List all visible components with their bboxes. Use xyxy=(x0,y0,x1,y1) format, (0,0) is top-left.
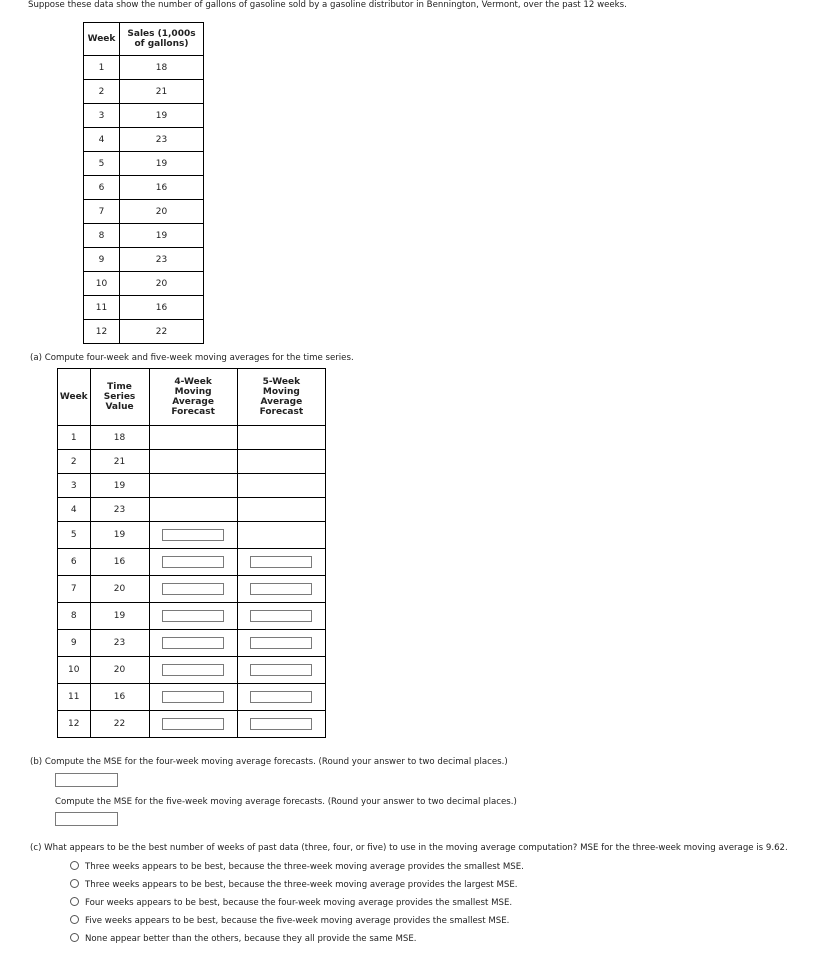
four-week-cell xyxy=(149,474,237,498)
four-week-forecast-input[interactable] xyxy=(162,583,224,595)
week-cell: 9 xyxy=(58,630,91,657)
week-cell: 4 xyxy=(84,128,120,152)
value-cell: 23 xyxy=(90,498,149,522)
four-week-forecast-input[interactable] xyxy=(162,529,224,541)
five-week-cell xyxy=(237,426,325,450)
table-row xyxy=(58,711,326,738)
part-c-prompt: (c) What appears to be the best number of weeks of past data (three, four, or five) to use in the moving average computation? MSE for the three-week moving average is 9.62. xyxy=(30,843,788,853)
five-week-forecast-input[interactable] xyxy=(250,664,312,676)
four-week-header: 4-Week Moving Average Forecast xyxy=(149,369,237,426)
five-week-forecast-input[interactable] xyxy=(250,556,312,568)
sales-cell: 20 xyxy=(120,200,204,224)
table-row xyxy=(58,498,326,522)
week-cell: 11 xyxy=(58,684,91,711)
four-week-cell xyxy=(149,657,237,684)
week-cell: 1 xyxy=(58,426,91,450)
five-week-cell xyxy=(237,522,325,549)
table-row xyxy=(58,657,326,684)
mse-four-week-input[interactable] xyxy=(55,773,118,787)
four-week-cell xyxy=(149,450,237,474)
radio-icon[interactable] xyxy=(70,915,79,924)
sales-cell: 19 xyxy=(120,104,204,128)
week-cell: 11 xyxy=(84,296,120,320)
week-cell: 3 xyxy=(58,474,91,498)
four-week-forecast-input[interactable] xyxy=(162,610,224,622)
week-header: Week xyxy=(84,23,120,56)
week-header: Week xyxy=(58,369,91,426)
four-week-forecast-input[interactable] xyxy=(162,691,224,703)
sales-cell: 23 xyxy=(120,248,204,272)
five-week-forecast-input[interactable] xyxy=(250,637,312,649)
four-week-cell xyxy=(149,603,237,630)
sales-header: Sales (1,000s of gallons) xyxy=(120,23,204,56)
five-week-forecast-input[interactable] xyxy=(250,691,312,703)
five-week-cell xyxy=(237,711,325,738)
table-row xyxy=(58,684,326,711)
value-cell: 16 xyxy=(90,684,149,711)
week-cell: 8 xyxy=(58,603,91,630)
sales-cell: 16 xyxy=(120,176,204,200)
table-row xyxy=(58,426,326,450)
four-week-cell xyxy=(149,576,237,603)
week-cell: 12 xyxy=(84,320,120,344)
table-row xyxy=(58,549,326,576)
table-row xyxy=(58,576,326,603)
week-cell: 8 xyxy=(84,224,120,248)
sales-cell: 22 xyxy=(120,320,204,344)
radio-icon[interactable] xyxy=(70,861,79,870)
option-2[interactable]: Three weeks appears to be best, because the three-week moving average provides the largest MSE. xyxy=(70,879,518,890)
table-row xyxy=(84,176,204,200)
part-b-prompt-five: Compute the MSE for the five-week moving average forecasts. (Round your answer to two decimal places.) xyxy=(55,797,517,807)
week-cell: 12 xyxy=(58,711,91,738)
five-week-cell xyxy=(237,657,325,684)
table-row xyxy=(84,152,204,176)
table-row xyxy=(84,224,204,248)
four-week-cell xyxy=(149,522,237,549)
part-b-prompt-four: (b) Compute the MSE for the four-week moving average forecasts. (Round your answer to two decimal places.) xyxy=(30,757,508,767)
part-a-prompt: (a) Compute four-week and five-week moving averages for the time series. xyxy=(30,353,354,363)
week-cell: 5 xyxy=(84,152,120,176)
mse-five-week-input[interactable] xyxy=(55,812,118,826)
five-week-forecast-input[interactable] xyxy=(250,583,312,595)
value-cell: 16 xyxy=(90,549,149,576)
table-row xyxy=(84,200,204,224)
week-cell: 4 xyxy=(58,498,91,522)
radio-icon[interactable] xyxy=(70,897,79,906)
week-cell: 1 xyxy=(84,56,120,80)
week-cell: 3 xyxy=(84,104,120,128)
five-week-cell xyxy=(237,498,325,522)
table-row xyxy=(84,56,204,80)
week-cell: 9 xyxy=(84,248,120,272)
four-week-cell xyxy=(149,498,237,522)
four-week-cell xyxy=(149,549,237,576)
week-cell: 2 xyxy=(84,80,120,104)
sales-cell: 21 xyxy=(120,80,204,104)
four-week-cell xyxy=(149,711,237,738)
value-cell: 20 xyxy=(90,576,149,603)
time-series-header: Time Series Value xyxy=(90,369,149,426)
five-week-cell xyxy=(237,603,325,630)
five-week-cell xyxy=(237,450,325,474)
sales-cell: 20 xyxy=(120,272,204,296)
five-week-header: 5-Week Moving Average Forecast xyxy=(237,369,325,426)
value-cell: 19 xyxy=(90,474,149,498)
value-cell: 20 xyxy=(90,657,149,684)
sales-cell: 16 xyxy=(120,296,204,320)
table-row xyxy=(58,450,326,474)
radio-icon[interactable] xyxy=(70,879,79,888)
five-week-cell xyxy=(237,474,325,498)
five-week-cell xyxy=(237,576,325,603)
sales-cell: 18 xyxy=(120,56,204,80)
sales-cell: 19 xyxy=(120,224,204,248)
value-cell: 21 xyxy=(90,450,149,474)
five-week-forecast-input[interactable] xyxy=(250,610,312,622)
value-cell: 19 xyxy=(90,522,149,549)
four-week-forecast-input[interactable] xyxy=(162,718,224,730)
week-cell: 6 xyxy=(84,176,120,200)
week-cell: 7 xyxy=(58,576,91,603)
table-row xyxy=(84,248,204,272)
value-cell: 18 xyxy=(90,426,149,450)
table-row xyxy=(84,296,204,320)
table-row xyxy=(84,272,204,296)
week-cell: 10 xyxy=(84,272,120,296)
radio-icon[interactable] xyxy=(70,933,79,942)
four-week-cell xyxy=(149,426,237,450)
week-cell: 2 xyxy=(58,450,91,474)
table-row xyxy=(84,104,204,128)
value-cell: 22 xyxy=(90,711,149,738)
option-3[interactable]: Four weeks appears to be best, because the four-week moving average provides the smallest MSE. xyxy=(70,897,512,908)
table-row xyxy=(58,474,326,498)
option-1[interactable]: Three weeks appears to be best, because the three-week moving average provides the smallest MSE. xyxy=(70,861,524,872)
table-row xyxy=(84,80,204,104)
table-row xyxy=(58,630,326,657)
four-week-forecast-input[interactable] xyxy=(162,556,224,568)
value-cell: 19 xyxy=(90,603,149,630)
week-cell: 5 xyxy=(58,522,91,549)
table-row xyxy=(84,320,204,344)
table-row xyxy=(58,522,326,549)
intro-text: Suppose these data show the number of gallons of gasoline sold by a gasoline distributor in Bennington, Vermont, over the past 12 weeks. xyxy=(28,0,627,10)
moving-average-table xyxy=(57,368,326,738)
five-week-cell xyxy=(237,549,325,576)
four-week-cell xyxy=(149,684,237,711)
table-row xyxy=(84,128,204,152)
sales-cell: 19 xyxy=(120,152,204,176)
sales-data-table xyxy=(83,22,204,344)
five-week-cell xyxy=(237,630,325,657)
week-cell: 7 xyxy=(84,200,120,224)
four-week-cell xyxy=(149,630,237,657)
table-row xyxy=(58,603,326,630)
four-week-forecast-input[interactable] xyxy=(162,637,224,649)
option-5[interactable]: None appear better than the others, because they all provide the same MSE. xyxy=(70,933,417,944)
week-cell: 10 xyxy=(58,657,91,684)
five-week-forecast-input[interactable] xyxy=(250,718,312,730)
sales-cell: 23 xyxy=(120,128,204,152)
option-4[interactable]: Five weeks appears to be best, because the five-week moving average provides the smallest MSE. xyxy=(70,915,509,926)
week-cell: 6 xyxy=(58,549,91,576)
value-cell: 23 xyxy=(90,630,149,657)
five-week-cell xyxy=(237,684,325,711)
four-week-forecast-input[interactable] xyxy=(162,664,224,676)
